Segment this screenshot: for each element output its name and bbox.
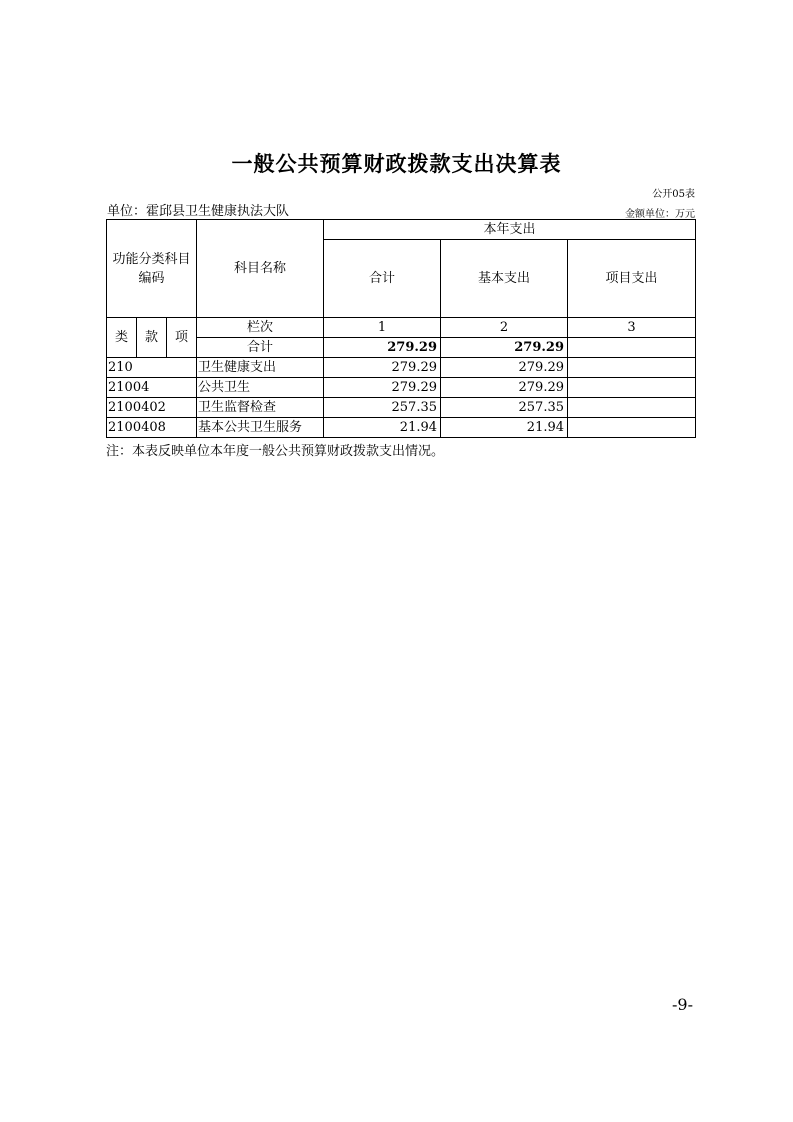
unit-label: 单位：霍邱县卫生健康执法大队 [107, 204, 290, 219]
header-current-year: 本年支出 [324, 220, 696, 240]
header-column-order: 栏次 [197, 318, 324, 338]
page-number: -9- [672, 995, 693, 1014]
form-code: 公开05表 [652, 189, 695, 200]
row-project [568, 398, 696, 418]
total-basic: 279.29 [441, 338, 568, 358]
row-project [568, 378, 696, 398]
money-unit: 金额单位：万元 [625, 209, 695, 220]
row-name: 卫生健康支出 [197, 358, 324, 378]
total-total: 279.29 [324, 338, 441, 358]
row-code: 2100408 [107, 418, 197, 438]
page-title: 一般公共预算财政拨款支出决算表 [231, 152, 562, 176]
row-total: 21.94 [324, 418, 441, 438]
row-basic: 279.29 [441, 358, 568, 378]
header-total: 合计 [324, 240, 441, 318]
total-label: 合计 [197, 338, 324, 358]
header-kuan: 款 [137, 318, 167, 358]
table-row [107, 398, 696, 418]
expenditure-table [106, 219, 696, 438]
row-basic: 21.94 [441, 418, 568, 438]
header-xiang: 项 [167, 318, 197, 358]
table-row [107, 418, 696, 438]
row-project [568, 358, 696, 378]
row-name: 卫生监督检查 [197, 398, 324, 418]
row-basic: 279.29 [441, 378, 568, 398]
header-project: 项目支出 [568, 240, 696, 318]
header-basic: 基本支出 [441, 240, 568, 318]
row-code: 210 [107, 358, 197, 378]
header-func-code: 功能分类科目编码 [107, 220, 197, 318]
header-col3: 3 [568, 318, 696, 338]
header-lei: 类 [107, 318, 137, 358]
header-col1: 1 [324, 318, 441, 338]
header-subject-name: 科目名称 [197, 220, 324, 318]
table-row [107, 358, 696, 378]
row-name: 基本公共卫生服务 [197, 418, 324, 438]
table-note: 注：本表反映单位本年度一般公共预算财政拨款支出情况。 [106, 444, 445, 459]
row-code: 2100402 [107, 398, 197, 418]
row-total: 257.35 [324, 398, 441, 418]
header-col2: 2 [441, 318, 568, 338]
total-project [568, 338, 696, 358]
row-project [568, 418, 696, 438]
row-total: 279.29 [324, 358, 441, 378]
row-basic: 257.35 [441, 398, 568, 418]
row-total: 279.29 [324, 378, 441, 398]
row-name: 公共卫生 [197, 378, 324, 398]
row-code: 21004 [107, 378, 197, 398]
table-row [107, 378, 696, 398]
